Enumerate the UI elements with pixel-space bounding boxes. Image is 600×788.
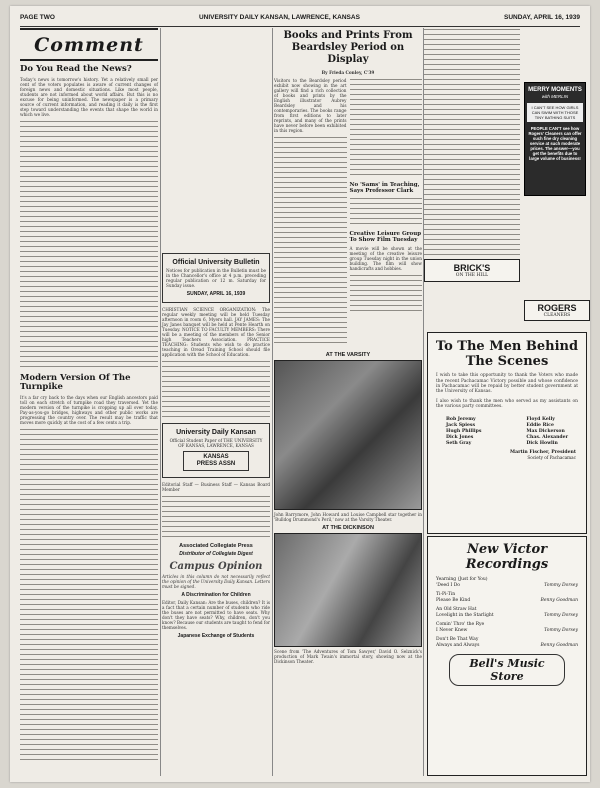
letter-body: Editor, Daily Kansan: Are the buses, children? It is a fact that a certain number of students who ride the buses are not permitted to have seats. Why don't they have seats? Why, children, don't you know? Because our students are taught to fend for themselves. <box>162 600 270 630</box>
letter-title: Japanese Exchange of Students <box>177 633 255 639</box>
names-left <box>446 417 481 447</box>
rogers-tagline: CLEANERS <box>543 313 571 318</box>
signature: Martin Fischer, President <box>510 450 576 456</box>
official-bulletin <box>162 253 270 303</box>
bulletin-items: CHRISTIAN SCIENCE ORGANIZATION: The regular weekly meeting will be held Tuesday afternoon in room 6, Myers hall. JAY JAMES: The Jay Janes banquet will be held at Pente Hearth on Tuesday. NOTICE TO FACULTY MEMBERS: There will be a meeting of the members of the Senior high Teachers Association. PRACTICE TEACHING: Students who wish to do practice teaching in Oread Training School should file application with the School of Education. <box>162 307 270 357</box>
merry-promo: PEOPLE CAN'T see how Rogers' Cleaners can offer such fine dry cleaning service at such moderate prices. The answer—you get the benefits due to large volume of business! <box>528 126 582 161</box>
bricks-name: BRICK'S <box>453 263 491 273</box>
article-headline: Modern Version Of The Turnpike <box>20 373 131 392</box>
merry-title: MERRY MOMENTS <box>528 87 582 93</box>
names-right <box>526 417 568 447</box>
varsity-photo <box>274 360 422 510</box>
victor-records-ad <box>427 536 587 776</box>
article-body-filler <box>20 428 158 763</box>
assistant-name: Seth Gray <box>446 441 472 447</box>
paper-title: UNIVERSITY DAILY KANSAN, LAWRENCE, KANSAS <box>198 14 360 21</box>
assistant-name: Jack Spiess <box>446 423 476 429</box>
bells-music-store-logo: Bell's Music Store <box>449 654 565 686</box>
press-association-logo: KANSAS PRESS ASSN <box>183 451 249 471</box>
varsity-caption: AT THE VARSITY <box>325 352 371 358</box>
bulletin-notice: Notices for publication in the Bulletin must be in the Chancellor's office at 4 p.m. preceding regular publication or 12 m. Saturday for Sunday issue. <box>166 268 266 288</box>
dickinson-photo-desc: Scene from 'The Adventures of Tom Sawyer,' David O. Selznick's production of Mark Twain's immortal story, showing now at the Dickinson Theater. <box>274 649 422 664</box>
record-item <box>428 583 586 589</box>
record-item <box>428 643 586 649</box>
kansan-subtitle: Official Student Paper of THE UNIVERSITY OF KANSAS, LAWRENCE, KANSAS <box>169 438 263 448</box>
assistant-name: Chas. Alexander <box>526 435 568 441</box>
bulletin-date: SUNDAY, APRIL 16, 1939 <box>186 291 246 297</box>
rogers-ad <box>524 300 590 321</box>
record-item <box>428 628 586 634</box>
books-filler <box>350 197 423 227</box>
comment-section-title: Comment <box>20 28 158 61</box>
books-body: Visitors to the Beardsley period exhibit now showing in the art gallery will find a rich collection of books and prints by the English illustrator Aubrey Beardsley and his contemporaries. The books range from first editions to later reprints, and many of the prints have never before been exhibited in this region. <box>274 78 347 133</box>
newspaper-page <box>10 6 590 782</box>
news-filler <box>424 28 520 256</box>
assistant-name: Hugh Phillips <box>446 429 482 435</box>
bulletin-filler <box>162 360 270 420</box>
record-title: Ti-Pi-Tin <box>436 592 456 597</box>
merry-moments-ad <box>524 82 586 196</box>
assistant-name: Eddie Rice <box>526 423 554 429</box>
record-artist: Tommy Dorsey <box>544 582 578 588</box>
merry-cartoon-caption: I CAN'T SEE HOW GIRLS CAN SWIM WITH THOSE TINY BATHING SUITS <box>527 103 583 122</box>
books-headline: Books and Prints From Beardsley Period on Display <box>283 30 413 65</box>
distributor: Distributor of Collegiate Digest <box>179 551 253 557</box>
article-body: Today's news is tomorrow's history. Yet a relatively small per cent of the voters populates is aware of current changes of foreign news and domestic situations. Like most people, students are not informed about world affairs. But this is no excuse for being uninformed. The newspaper is a primary source of current information, and reading it daily is the first step toward understanding the events that shape the world in which we live. <box>20 77 158 117</box>
record-item <box>428 598 586 604</box>
ads-column <box>424 28 520 286</box>
dickinson-caption: AT THE DICKINSON <box>322 525 374 531</box>
victor-title: New Victor Recordings <box>465 542 549 572</box>
issue-date: SUNDAY, APRIL 16, 1939 <box>504 14 580 21</box>
bricks-tagline: ON THE HILL <box>455 273 489 278</box>
men-behind-scenes-ad <box>427 332 587 534</box>
record-item <box>428 613 586 619</box>
men-body-2: I also wish to thank the men who served as my assistants on the various party committees. <box>436 398 578 409</box>
bulletin-title: Official University Bulletin <box>172 259 260 266</box>
bulletin-column <box>162 28 270 641</box>
signature-title: Society of Pachacamac <box>527 455 576 461</box>
film-body: A movie will be shown at the meeting of the creative leisure group Tuesday night in the union building. The film will show handicrafts and hobbies. <box>349 246 422 271</box>
record-title: 'Deed I Do <box>436 582 461 588</box>
byline: By Frieda Conley, C'39 <box>321 70 375 75</box>
assistant-name: Dick Howlin <box>526 441 558 447</box>
column-rule <box>160 28 161 776</box>
assistant-name: Bob Jeremy <box>446 417 476 423</box>
record-title: Always and Always <box>436 642 480 648</box>
record-title: Comin' Thro' the Rye <box>436 622 485 627</box>
varsity-photo-desc: John Barrymore, John Howard and Louise Campbell star together in 'Bulldog Drummond's Peril,' now at the Varsity Theater. <box>274 512 422 522</box>
merry-subtitle: with MERLIN <box>541 94 569 99</box>
record-title: Don't Be That Way <box>436 637 479 642</box>
article-body: It's a far cry back to the days when our English ancestors paid toll on each stretch of turnpike road they traversed. Yet the modern version of the turnpike is cropping up all over today. Pay-as-you-go bridges, highways and other public works are progressing the country over. The result may be traffic that moves more quickly at the cost of a few cents a trip. <box>20 395 158 425</box>
record-title: Yearning (Just for You) <box>436 577 488 582</box>
record-artist: Benny Goodman <box>540 642 578 648</box>
assistant-name: Dick Jones <box>446 435 474 441</box>
article-headline: Do You Read the News? <box>20 64 132 74</box>
record-title: Please Be Kind <box>436 597 471 603</box>
rogers-name: ROGERS <box>537 303 577 313</box>
kansan-name: University Daily Kansan <box>176 429 256 436</box>
record-title: An Old Straw Hat <box>436 607 477 612</box>
dickinson-photo <box>274 533 422 647</box>
books-article <box>274 78 422 349</box>
assistant-name: Floyd Kelly <box>526 417 555 423</box>
article-body-filler <box>20 120 158 370</box>
letter-title: A Discrimination for Children <box>181 592 251 598</box>
record-artist: Benny Goodman <box>540 597 578 603</box>
men-body: I wish to take this opportunity to thank the Voters who made the recent Pachacamac Victory possible and whose confidence in Pachacamac will be repaid by better student government at the University of Kansas. <box>436 373 578 394</box>
assistant-name: Max Dickerson <box>526 429 565 435</box>
record-title: I Never Knew <box>436 627 468 633</box>
masthead <box>20 14 580 27</box>
books-filler <box>350 274 423 314</box>
page-number: PAGE TWO <box>20 14 55 21</box>
column-rule <box>272 28 273 776</box>
campus-intro: Articles in this column do not necessarily reflect the opinion of the University Daily Kansan. Letters must be signed. <box>162 574 270 589</box>
comment-column <box>20 28 158 766</box>
record-artist: Tommy Dorsey <box>544 612 578 618</box>
assistant-names <box>428 413 586 447</box>
staff-list: Editorial Staff — Business Staff — Kansas Board Member <box>162 482 270 492</box>
books-column <box>274 28 422 667</box>
staff-filler <box>162 495 270 540</box>
books-filler <box>350 78 423 178</box>
books-filler <box>274 136 347 346</box>
record-title: Lovelight in the Starlight <box>436 612 494 618</box>
records-list <box>428 577 586 648</box>
teaching-headline: No 'Sams' in Teaching, Says Professor Clark <box>349 182 420 194</box>
associated-press: Associated Collegiate Press <box>179 543 253 549</box>
record-artist: Tommy Dorsey <box>544 627 578 633</box>
bricks-ad <box>424 259 520 282</box>
campus-opinion-title: Campus Opinion <box>169 561 263 572</box>
film-headline: Creative Leisure Group To Show Film Tuesday <box>349 231 422 243</box>
men-title: To The Men Behind The Scenes <box>435 339 579 369</box>
kansan-masthead-box <box>162 423 270 478</box>
